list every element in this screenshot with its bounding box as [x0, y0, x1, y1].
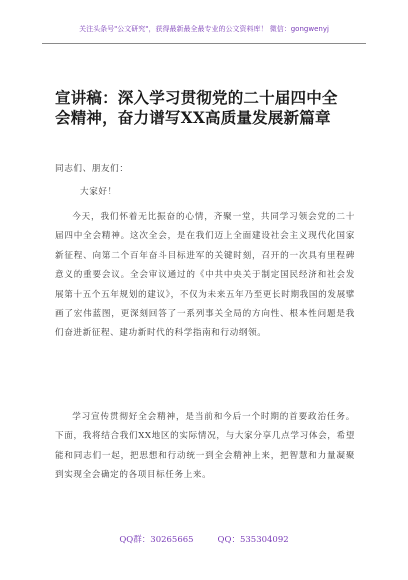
salutation: 同志们、朋友们：: [55, 164, 129, 174]
qq-group-number: 30265665: [150, 535, 194, 545]
qq-number: 535304092: [239, 535, 289, 545]
paragraph-2: 学习宣传贯彻好全会精神，是当前和今后一个时期的首要政治任务。下面，我将结合我们XX地区的实际情况，与大家分享几点学习体会，希望能和同志们一起，把思想和行动统一到全会精神上来，把智慧和力量凝聚到实现全会确定的各项目标任务上来。: [55, 412, 355, 481]
title-line-1: 宣讲稿：深入学习贯彻党的二十届四中全: [55, 88, 338, 107]
footer-contact: [0, 533, 408, 545]
header-note: 关注头条号"公文研究"，获得最新最全最专业的公文资料库！ 微信：gongwenyj: [79, 25, 329, 33]
qq-label: QQ：: [217, 535, 240, 545]
header-divider: [42, 43, 366, 44]
title-line-2: 会精神，奋力谱写XX高质量发展新篇章: [55, 108, 331, 127]
page-title: [55, 88, 365, 128]
paragraph-1: 今天，我们怀着无比振奋的心情，齐聚一堂，共同学习领会党的二十届四中全会精神。这次全会，是在我们迈上全面建设社会主义现代化国家新征程、向第二个百年奋斗目标进军的关键时刻，召开的一次具有里程碑意义的重要会议。全会审议通过的《中共中央关于制定国民经济和社会发展第十五个五年规划的建议》，不仅为未来五年乃至更长时期我国的发展擘画了宏伟蓝图，更深刻回答了一系列事关全局的方向性、根本性问题是我们奋进新征程、建功新时代的科学指南和行动纲领。: [55, 212, 355, 339]
greeting: 大家好！: [80, 187, 117, 197]
qq-group-label: QQ群：: [119, 535, 151, 545]
